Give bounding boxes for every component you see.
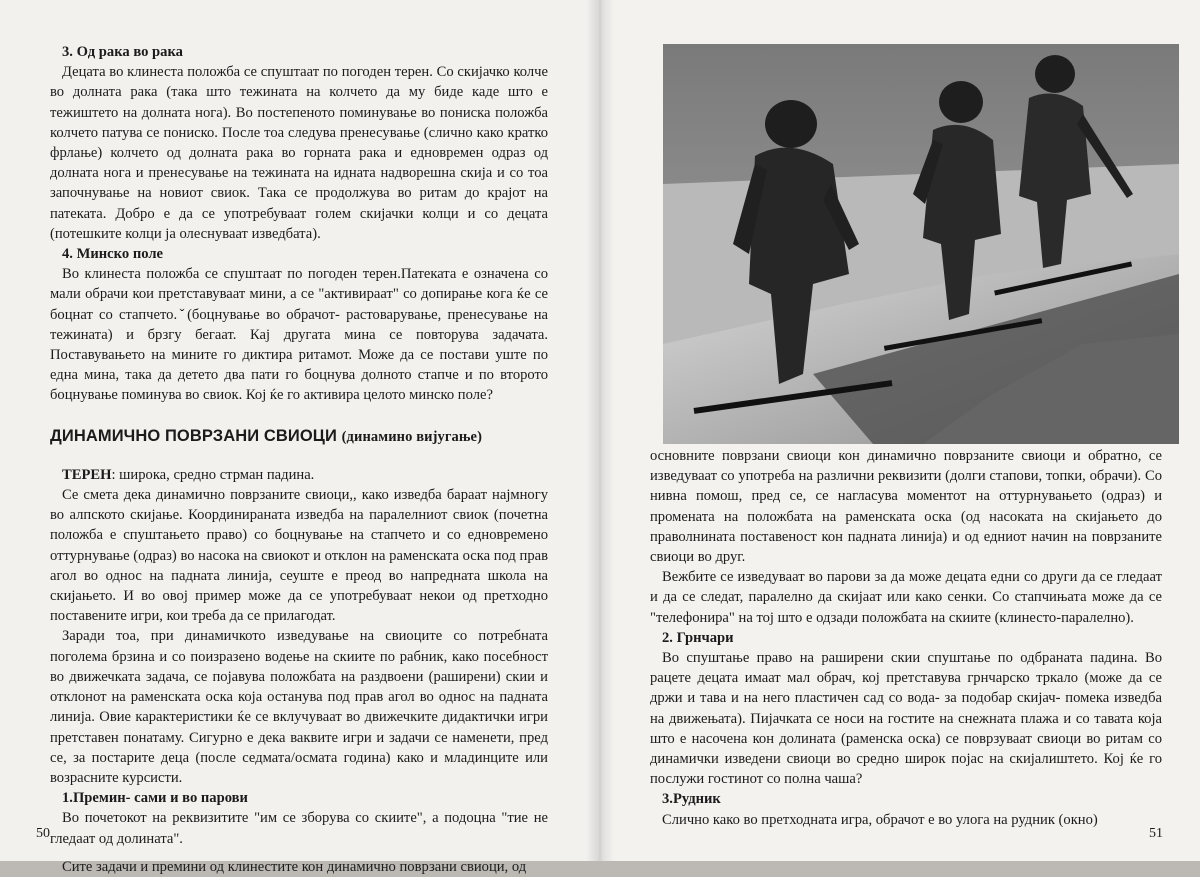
section-4-title: 4. Минско поле <box>62 246 164 263</box>
terrain-text: : широка, средно стрман падина. <box>111 466 315 483</box>
book-gutter <box>586 0 614 861</box>
section-3-title: 3. Од рака во рака <box>62 44 183 60</box>
main-heading <box>50 426 548 447</box>
terrain-line <box>62 465 548 485</box>
section-3-rudnik-text: Слично како во претходната игра, обрачот е во улога на рудник (окно) <box>662 811 1098 828</box>
page-number-right: 51 <box>1149 826 1163 841</box>
section-3-text: Децата во клинеста положба се спуштаат по погоден терен. Со скијачко колче во долната рака (така што тежината на колчето да му биде каде што е тежиштето на долната нога). Во постепеното поминување во пониска положба колчето патува се пониско. После тоа следува пренесување (слично како кратко фрлање) колчето од долната рака во горната рака и едновремен одраз од долната нога и пренесување на тежината на идната надворешна скија и со тоа започнување на новиот свиок. Така се продолжува во ритам до крајот на патеката. Добро е да се употребуваат голем скијачки колци и со децата (потешките колци ја олеснуваат изведбата). <box>50 64 548 242</box>
right-paragraph-1: основните поврзани свиоци кон динамично поврзаните свиоци и обратно, се изведуваат со употреба на различни реквизити (долги стапови, топки, обрачи). Со нивна помош, пред се, се нагласува моментот на оттурнувањето (одраз) и промената на положбата на раменската оска (од насоката на скијањето до праволнината поставеност кон падната линија) и од едниот начин на поврзаните свиоци во друг. <box>650 448 1162 566</box>
section-2-title: 2. Грнчари <box>662 629 734 646</box>
right-page <box>600 0 1200 861</box>
intro-paragraph-2: Заради тоа, при динамичкото изведување на свиоците со потребната поголема брзина и со поизразено водење на скиите по рабник, како посебност во движечката задача, се појавува положбата на раздвоени (раширени) скии и отклонот на раменската оска која останува под прав агол во однос на падната линија. Овие карактеристики ќе се вклучуваат во движечките дидактички игри претставен понатаму. Сигурно е дека ваквите игри и задачи се наменети, пред се, за постарите деца (после седмата/осмата година) како и младинците или возрасните курсисти. <box>50 628 548 786</box>
children-skiing-photo <box>663 44 1179 444</box>
subsection-1-continued: Сите задачи и премини од клинестите кон динамично поврзани свиоци, од <box>62 858 527 875</box>
left-page <box>0 0 600 875</box>
section-3-rudnik-title: 3.Рудник <box>662 791 721 808</box>
main-heading-subtitle: (динамино вијугање) <box>341 428 483 445</box>
intro-paragraph-1: Се смета дека динамично поврзаните свиоци,, како изведба бараат најмногу во алпското скијање. Координираната изведба на паралелниот свиок (почетна положба е спуштањето право) со боцнување на стапчето и со едновремено оттурнување (одраз) во насока на свиокот и отклон на раменската оска под прав агол во однос на падната линија, сеуште е преод во напредната школа на скијањето. И во овој пример може да се употребуваат некои од претходно поставените игри, кои треба да се прилагодат. <box>50 487 548 625</box>
subsection-1-text: Во почетокот на реквизитите "им се зборува со скиите", а подоцна "тие не гледаат од долината". <box>50 810 548 847</box>
photo-drawing <box>663 44 1179 444</box>
section-2-text: Во спуштање право на раширени скии спуштање по одбраната падина. Во рацете децата имаат мал обрач, кој претставува грнчарско тркало (може да се држи и тава и на него пластичен сад со вода- за подобар скијач- помека изведба на движењата). Пијачката се носи на гостите на снежната плажа и со тавата која што е насочена кон долината (раменска оска) се поврзуваат свиоци во ритам со динамички изведени свиоци во средно широк појас на скијалиштето. Кој ќе го послужи гостинот со полна чаша? <box>650 650 1162 788</box>
right-text-column <box>650 446 1162 830</box>
section-4-text: Во клинеста положба се спуштаат по погоден терен.Патеката е означена со мали обрачи кои претставуваат мини, а се "активираат" со допирање кога ќе се боцнат со стапчето.ˇ(боцнување во обрачот- растоварување, пренесување на тежината) и брзгу бегаат. Кај другата мина се повторува задачата. Поставувањето на мините го диктира ритамот. Може да се постави уште по една мина, така да детето два пати го боцнува долното стапче и по второто боцнување поминува во свиок. Кој ќе го активира целото минско поле? <box>50 266 548 404</box>
subsection-1-title: 1.Премин- сами и во парови <box>62 790 248 807</box>
main-heading-text: ДИНАМИЧНО ПОВРЗАНИ СВИОЦИ <box>50 426 337 445</box>
terrain-label: ТЕРЕН <box>62 466 112 483</box>
right-paragraph-2: Вежбите се изведуваат во парови за да може децата едни со други да се гледаат и да се следат, паралелно да скијаат или како сенки. Со стапчињата може да се "телефонира" на тој што е одзади положбата на скиите (клинесто-паралелно). <box>650 569 1162 626</box>
left-text-column <box>50 42 548 877</box>
page-number-left: 50 <box>36 826 50 841</box>
